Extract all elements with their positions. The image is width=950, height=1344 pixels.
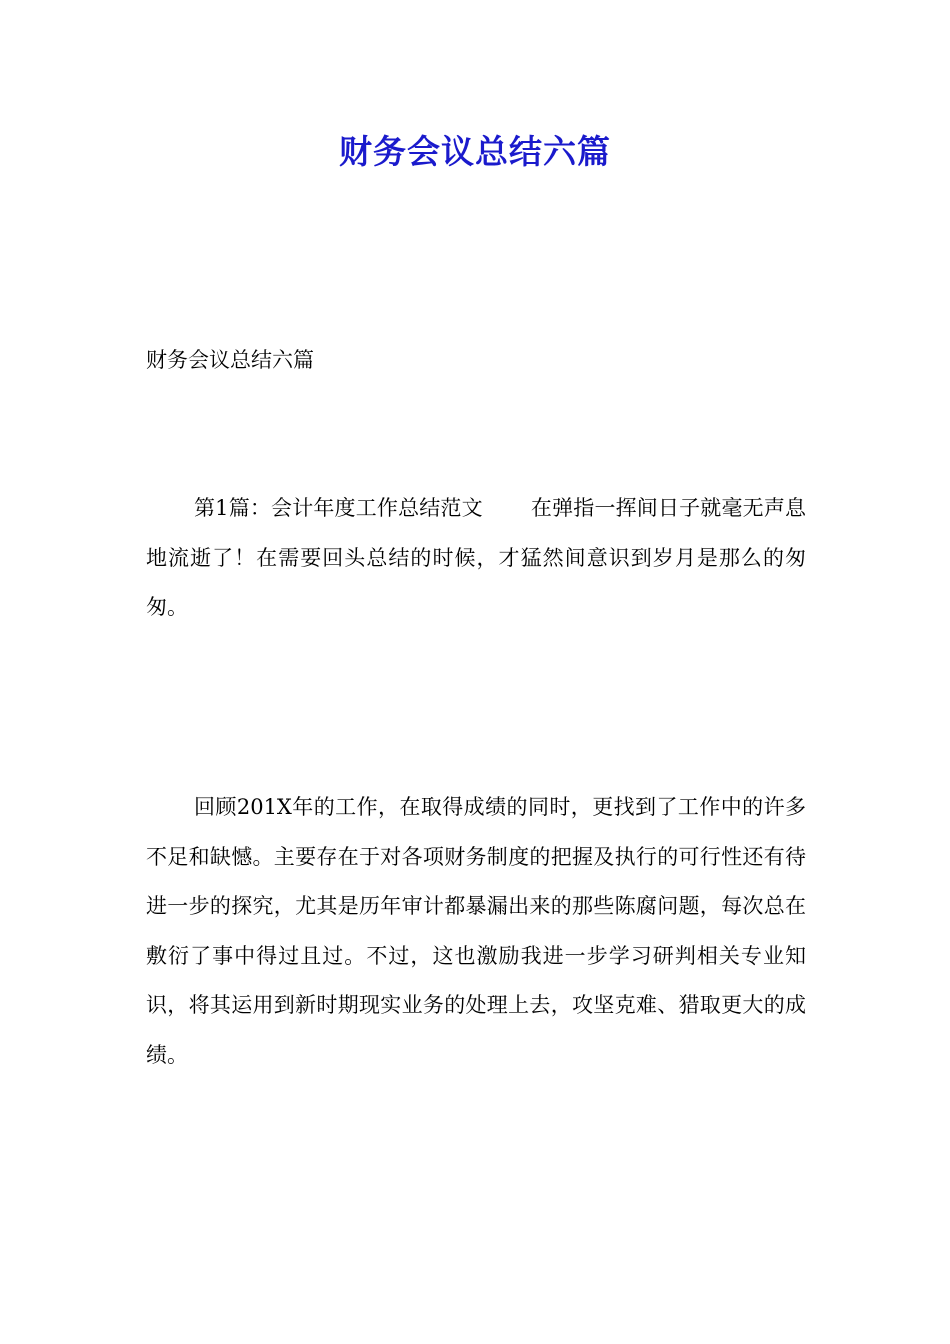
paragraph-1-body: 在弹指一挥间日子就毫无声息地流逝了！在需要回头总结的时候，才猛然间意识到岁月是那么的匆匆。 xyxy=(146,496,806,619)
paragraph-1 xyxy=(146,484,806,633)
paragraph-1-heading: 第1篇：会计年度工作总结范文 xyxy=(194,496,483,520)
document-title: 财务会议总结六篇 xyxy=(339,132,611,171)
paragraph-2-body: 回顾201X年的工作，在取得成绩的同时，更找到了工作中的许多不足和缺憾。主要存在于对各项财务制度的把握及执行的可行性还有待进一步的探究，尤其是历年审计都暴漏出来的那些陈腐问题，每次总在敷衍了事中得过且过。不过，这也激励我进一步学习研判相关专业知识，将其运用到新时期现实业务的处理上去，攻坚克难、猎取更大的成绩。 xyxy=(146,795,806,1067)
paragraph-2 xyxy=(146,783,806,1080)
document-subtitle: 财务会议总结六篇 xyxy=(146,348,314,372)
